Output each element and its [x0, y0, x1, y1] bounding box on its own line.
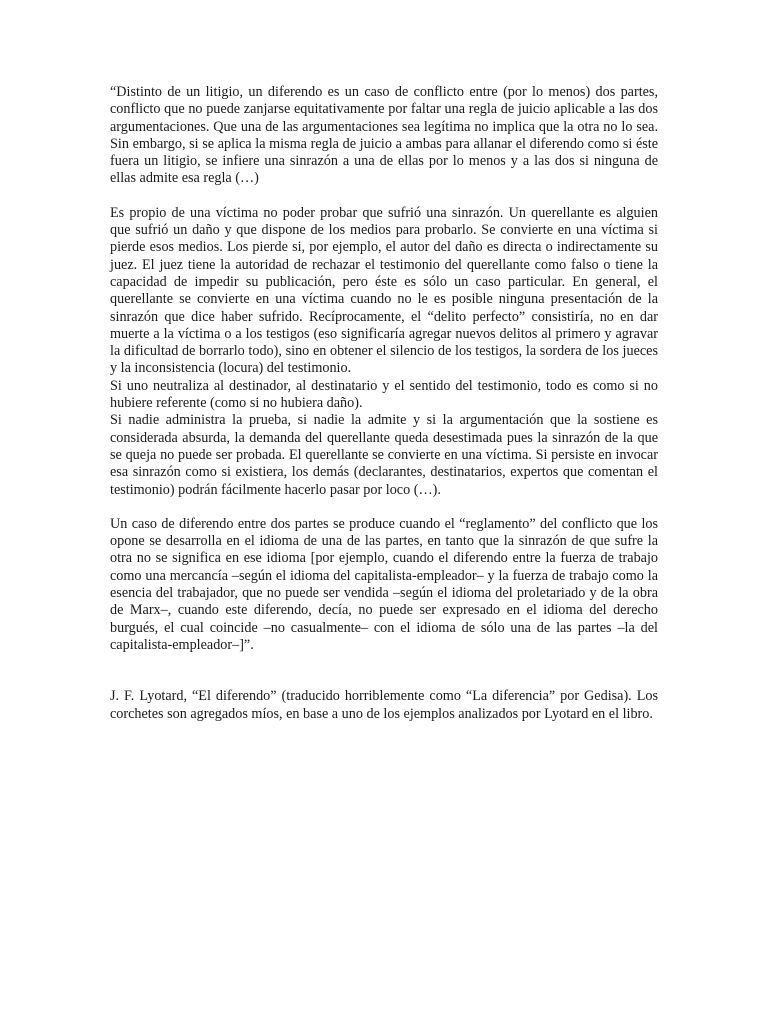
paragraph-caso-diferendo: Un caso de diferendo entre dos partes se produce cuando el “reglamento” del conflicto que los opone se desarrolla en el idioma de una de las partes, en tanto que la sinrazón de que sufre la otra no se significa en ese idioma [por ejemplo, cuando el diferendo entre la fuerza de trabajo como una mercancía –según el idioma del capitalista-empleador– y la fuerza de trabajo como la esencia del trabajador, que no puede ser vendida –según el idioma del proletariado y de la obra de Marx–, cuando este diferendo, decía, no puede ser expresado en el idioma del derecho burgués, el cual coincide –no casualmente– con el idioma de sólo una de las partes –la del capitalista-empleador–]”. [110, 515, 658, 653]
paragraph-spacer [110, 188, 658, 205]
paragraph-spacer [110, 654, 658, 688]
paragraph-spacer [110, 499, 658, 516]
paragraph-prueba: Si nadie administra la prueba, si nadie la admite y si la argumentación que la sostiene es considerada absurda, la demanda del querellante queda desestimada pues la sinrazón de la que se queja no puede ser probada. El querellante se convierte en una víctima. Si persiste en invocar esa sinrazón como si existiera, los demás (declarantes, destinatarios, expertos que comentan el testimonio) podrán fácilmente hacerlo pasar por loco (…). [110, 412, 658, 498]
paragraph-neutraliza: Si uno neutraliza al destinador, al destinatario y el sentido del testimonio, todo es como si no hubiere referente (como si no hubiera daño). [110, 377, 658, 412]
document-body [110, 84, 658, 723]
paragraph-definition-diferendo: “Distinto de un litigio, un diferendo es un caso de conflicto entre (por lo menos) dos partes, conflicto que no puede zanjarse equitativamente por faltar una regla de juicio aplicable a las dos argumentaciones. Que una de las argumentaciones sea legítima no implica que la otra no lo sea. Sin embargo, si se aplica la misma regla de juicio a ambas para allanar el diferendo como si éste fuera un litigio, se infiere una sinrazón a una de ellas por lo menos y a las dos si ninguna de ellas admite esa regla (…) [110, 84, 658, 187]
paragraph-citation: J. F. Lyotard, “El diferendo” (traducido horriblemente como “La diferencia” por Gedisa). Los corchetes son agregados míos, en base a uno de los ejemplos analizados por Lyotard en el libro. [110, 688, 658, 722]
paragraph-victima: Es propio de una víctima no poder probar que sufrió una sinrazón. Un querellante es alguien que sufrió un daño y que dispone de los medios para probarlo. Se convierte en una víctima si pierde esos medios. Los pierde si, por ejemplo, el autor del daño es directa o indirectamente su juez. El juez tiene la autoridad de rechazar el testimonio del querellante como falso o tiene la capacidad de impedir su publicación, pero éste es sólo un caso particular. En general, el querellante se convierte en una víctima cuando no le es posible ninguna presentación de la sinrazón que dice haber sufrido. Recíprocamente, el “delito perfecto” consistiría, no en dar muerte a la víctima o a los testigos (eso significaría agregar nuevos delitos al primero y agravar la dificultad de borrarlo todo), sino en obtener el silencio de los testigos, la sordera de los jueces y la inconsistencia (locura) del testimonio. [110, 204, 658, 377]
